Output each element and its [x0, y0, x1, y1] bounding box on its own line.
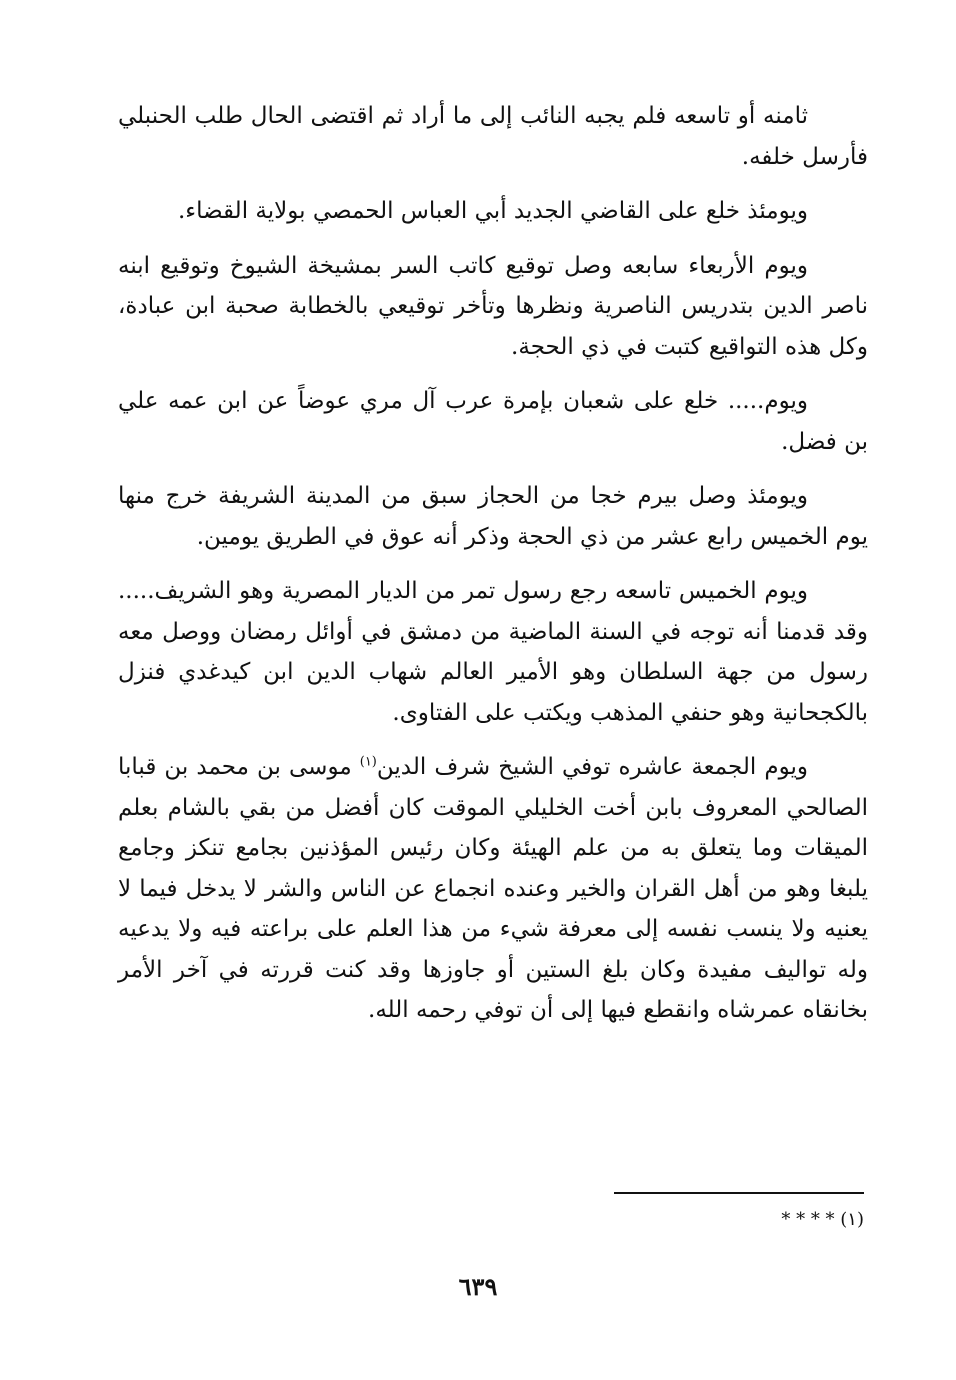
paragraph-1: ثامنه أو تاسعه فلم يجبه النائب إلى ما أراد ثم اقتضى الحال طلب الحنبلي فأرسل خلفه.: [118, 103, 868, 170]
main-text: [118, 96, 868, 1045]
paragraph-5: ويومئذ وصل بيرم خجا من الحجاز سبق من المدينة الشريفة خرج منها يوم الخميس رابع عشر من ذي الحجة وذكر أنه عوق في الطريق يومين.: [118, 483, 868, 550]
paragraph-4: ويوم..... خلع على شعبان بإمرة عرب آل مري عوضاً عن ابن عمه علي بن فضل.: [118, 388, 868, 455]
paragraph-6: ويوم الخميس تاسعه رجع رسول تمر من الديار المصرية وهو الشريف..... وقد قدمنا أنه توجه في السنة الماضية من دمشق في أوائل رمضان ووصل معه رسول من جهة السلطان وهو الأمير العالم شهاب الدين ابن كيدغدي فنزل بالكجحانية وهو حنفي المذهب ويكتب على الفتاوى.: [118, 578, 868, 726]
page-number: ٦٣٩: [458, 1272, 498, 1301]
paragraph-3: ويوم الأربعاء سابعه وصل توقيع كاتب السر بمشيخة الشيوخ وتوقيع ابنه ناصر الدين بتدريس الناصرية ونظرها وتأخر توقيعي بالخطابة صحبة ابن عبادة، وكل هذه التواقيع كتبت في ذي الحجة.: [118, 252, 868, 360]
footnote: (١) * * * *: [781, 1209, 864, 1230]
paragraph-7-start: ويوم الجمعة عاشره توفي الشيخ شرف الدين: [376, 754, 809, 780]
footnote-divider: [614, 1192, 864, 1194]
footnote-reference: (١): [359, 754, 377, 770]
paragraph-2: ويومئذ خلع على القاضي الجديد أبي العباس الحمصي بولاية القضاء.: [177, 198, 808, 224]
paragraph-7-rest: موسى بن محمد بن قبابا الصالحي المعروف بابن أخت الخليلي الموقت كان أفضل من بقي بالشام بعلم الميقات وما يتعلق به من علم الهيئة وكان رئيس المؤذنين بجامع تنكز وجامع يلبغا وهو من أهل القران والخير وعنده انجماع عن الناس والشر لا يدخل فيما لا يعنيه ولا ينسب نفسه إلى معرفة شيء من هذا العلم على براعته فيه ولا يدعيه وله تواليف مفيدة وكان بلغ الستين أو جاوزها وقد كنت قررته في آخر الأمر بخانقاه عمرشاه وانقطع فيها إلى أن توفي رحمه الله.: [118, 754, 868, 1023]
paragraph-7: [118, 747, 868, 1031]
